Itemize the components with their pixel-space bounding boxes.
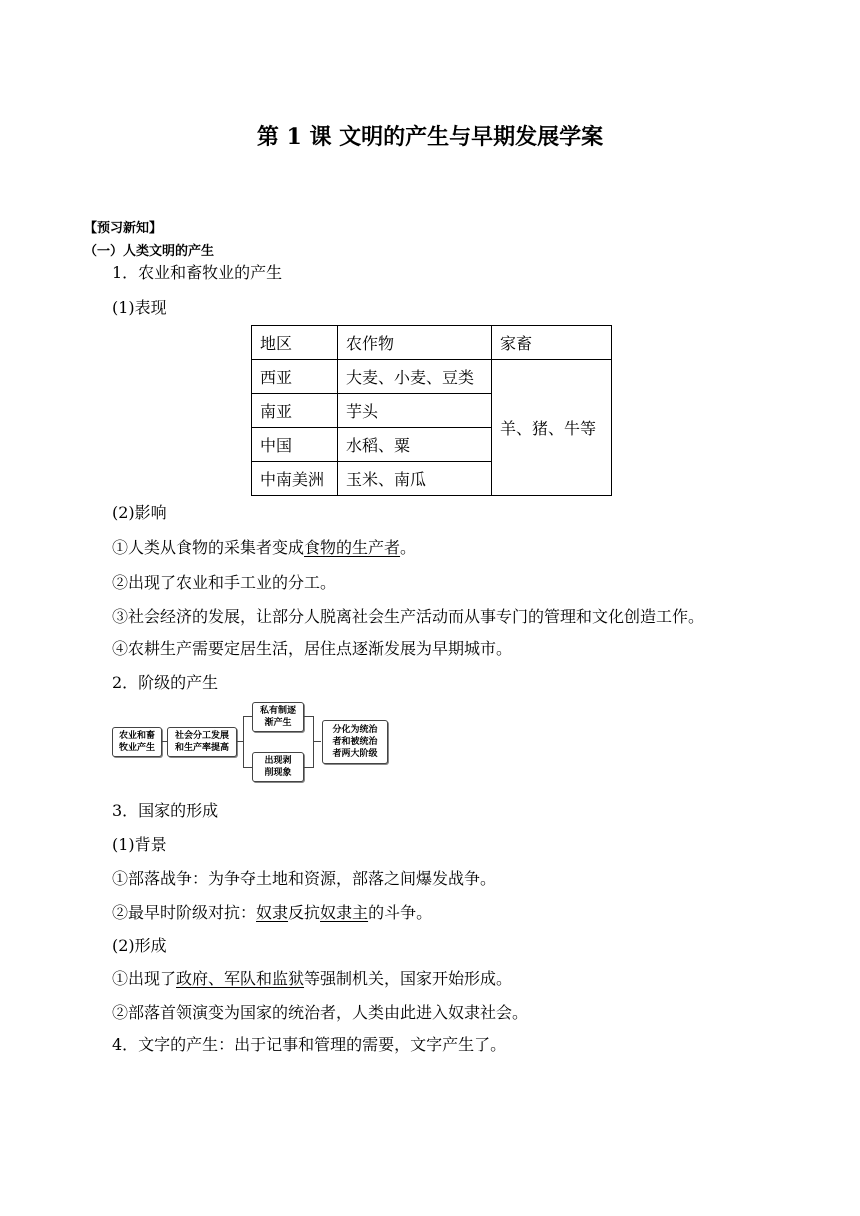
flow-connector [304,767,313,768]
background-2-answer: 奴隶主 [320,903,369,922]
flow-connector [243,767,252,768]
effect-1-answer: 食物的生产者 [304,538,401,557]
background-2-answer: 奴隶 [256,903,289,922]
effect-1 [112,535,416,558]
section-heading: 【预习新知】 [84,221,163,236]
effect-3: ③社会经济的发展，让部分人脱离社会生产活动而从事专门的管理和文化创造工作。 [112,607,705,626]
flow-connector [304,716,313,717]
effect-4: ④农耕生产需要定居生活，居住点逐渐发展为早期城市。 [112,639,513,658]
table-cell: 水稻、粟 [338,428,492,462]
item2-heading: 2．阶级的产生 [112,673,219,692]
flow-text: 社会分工发展 [174,731,229,741]
flow-text: 私有制逐 [259,706,296,716]
item1-heading: 1．农业和畜牧业的产生 [112,263,283,282]
item4-text: 4．文字的产生：出于记事和管理的需要，文字产生了。 [112,1035,507,1054]
item3-sub1: (1)背景 [112,835,167,854]
part1-heading: （一）人类文明的产生 [84,244,215,259]
formation-1-end: 等强制机关，国家开始形成。 [304,969,513,988]
formation-1-text: ①出现了 [112,969,177,988]
effect-1-end: 。 [400,538,417,557]
formation-1 [112,966,512,989]
flow-box-division-of-labor [167,727,237,757]
class-origin-flowchart [112,700,392,782]
flow-text: 和生产率提高 [174,743,229,753]
item1-sub1: (1)表现 [112,298,167,317]
flow-text: 渐产生 [264,718,292,728]
flow-connector [243,716,244,768]
item1-sub2: (2)影响 [112,503,167,522]
flow-text: 削现象 [264,768,292,778]
table-header-cell: 家畜 [492,326,612,360]
background-2 [112,900,432,923]
flow-text: 者和被统治 [332,737,378,747]
flow-text: 农业和畜 [118,731,155,741]
flow-text: 分化为统治 [332,725,378,735]
table-cell: 中国 [252,428,338,462]
table-cell: 西亚 [252,360,338,394]
flow-connector [313,741,321,742]
flow-box-private-ownership [252,702,304,732]
background-2-text: ②最早时阶级对抗： [112,903,257,922]
item3-sub2: (2)形成 [112,936,167,955]
table-cell: 中南美洲 [252,462,338,496]
table-cell: 南亚 [252,394,338,428]
table-header-cell: 地区 [252,326,338,360]
table-cell: 芋头 [338,394,492,428]
table-header-cell: 农作物 [338,326,492,360]
table-cell: 玉米、南瓜 [338,462,492,496]
item3-heading: 3．国家的形成 [112,801,219,820]
flow-connector [313,716,314,768]
effect-2: ②出现了农业和手工业的分工。 [112,573,337,592]
formation-1-answer: 政府、军队和监狱 [176,969,305,988]
flow-connector [243,716,252,717]
table-cell: 大麦、小麦、豆类 [338,360,492,394]
flow-box-class-division [322,720,388,764]
document-title: 第 1 课 文明的产生与早期发展学案 [256,124,604,150]
flow-text: 牧业产生 [118,743,155,753]
background-2-end: 的斗争。 [368,903,433,922]
table-row [252,360,612,394]
flow-text: 者两大阶级 [332,749,378,759]
flow-text: 出现剥 [264,756,292,766]
livestock-cell: 羊、猪、牛等 [492,360,612,496]
crops-livestock-table [251,325,612,496]
table-header-row [252,326,612,360]
flow-box-exploitation [252,752,304,782]
effect-1-text: ①人类从食物的采集者变成 [112,538,305,557]
flow-box-agriculture [112,727,162,757]
background-1: ①部落战争：为争夺土地和资源，部落之间爆发战争。 [112,869,497,888]
background-2-text: 反抗 [288,903,321,922]
formation-2: ②部落首领演变为国家的统治者，人类由此进入奴隶社会。 [112,1003,529,1022]
